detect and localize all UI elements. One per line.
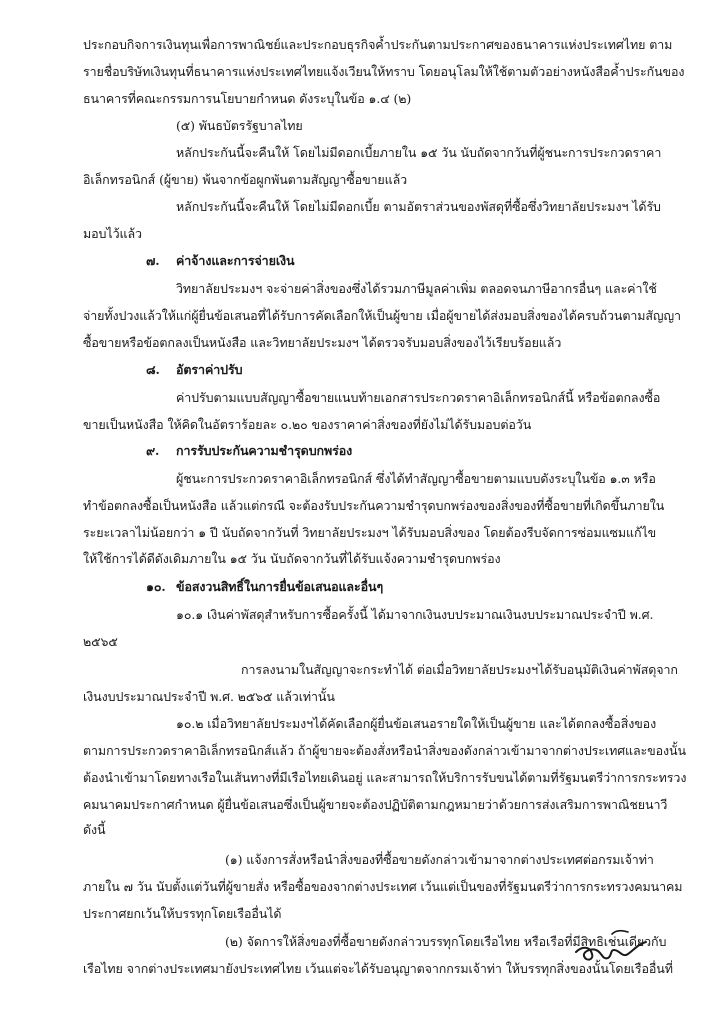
- text-line: การลงนามในสัญญาจะกระทำได้ ต่อเมื่อวิทยาลัยประมงฯได้รับอนุมัติเงินค่าพัสดุจาก: [241, 662, 678, 677]
- section-number: ๑๐.: [146, 579, 166, 594]
- text-line: ซื้อขายหรือข้อตกลงเป็นหนังสือ และวิทยาลัยประมงฯ ได้ตรวจรับมอบสิ่งของไว้เรียบร้อยแล้ว: [83, 335, 562, 350]
- section-heading: ข้อสงวนสิทธิ์ในการยื่นข้อเสนอและอื่นๆ: [176, 579, 384, 594]
- section-heading: อัตราค่าปรับ: [176, 362, 243, 377]
- text-line: ตามการประกวดราคาอิเล็กทรอนิกส์แล้ว ถ้าผู้ขายจะต้องสั่งหรือนำสิ่งของดังกล่าวเข้ามาจากต่างประเทศและของนั้น: [83, 743, 686, 758]
- text-line: เงินงบประมาณประจำปี พ.ศ. ๒๕๖๕ แล้วเท่านั้น: [83, 689, 335, 704]
- text-line: ระยะเวลาไม่น้อยกว่า ๑ ปี นับถัดจากวันที่ วิทยาลัยประมงฯ ได้รับมอบสิ่งของ โดยต้องรีบจัดการซ่อมแซมแก้ไข: [83, 525, 657, 540]
- text-line: ผู้ชนะการประกวดราคาอิเล็กทรอนิกส์ ซึ่งได้ทำสัญญาซื้อขายตามแบบดังระบุในข้อ ๑.๓ หรือ: [176, 471, 656, 486]
- text-line: ค่าปรับตามแบบสัญญาซื้อขายแนบท้ายเอกสารประกวดราคาอิเล็กทรอนิกส์นี้ หรือข้อตกลงซื้อ: [176, 390, 661, 405]
- text-line: (๕) พันธบัตรรัฐบาลไทย: [176, 118, 303, 133]
- text-line: ภายใน ๗ วัน นับตั้งแต่วันที่ผู้ขายสั่ง หรือซื้อของจากต่างประเทศ เว้นแต่เป็นของที่รัฐมนตรีว่าการกระทรวงคมนาคม: [83, 879, 683, 894]
- section-number: ๙.: [146, 443, 160, 458]
- text-line: หลักประกันนี้จะคืนให้ โดยไม่มีดอกเบี้ย ตามอัตราส่วนของพัสดุที่ซื้อซึ่งวิทยาลัยประมงฯ ได้รับ: [176, 199, 661, 214]
- text-line: จ่ายทั้งปวงแล้วให้แก่ผู้ยื่นข้อเสนอที่ได้รับการคัดเลือกให้เป็นผู้ขาย เมื่อผู้ขายได้ส่งมอบสิ่งของได้ครบถ้วนตามสัญญา: [83, 308, 681, 323]
- text-line: ต้องนำเข้ามาโดยทางเรือในเส้นทางที่มีเรือไทยเดินอยู่ และสามารถให้บริการรับขนได้ตามที่รัฐมนตรีว่าการกระทรวง: [83, 770, 687, 785]
- text-line: ทำข้อตกลงซื้อเป็นหนังสือ แล้วแต่กรณี จะต้องรับประกันความชำรุดบกพร่องของสิ่งของที่ซื้อขายที่เกิดขึ้นภายใน: [83, 498, 665, 513]
- text-line: ๑๐.๒ เมื่อวิทยาลัยประมงฯได้คัดเลือกผู้ยื่นข้อเสนอรายใดให้เป็นผู้ขาย และได้ตกลงซื้อสิ่งของ: [176, 716, 657, 731]
- text-line: (๒) จัดการให้สิ่งของที่ซื้อขายดังกล่าวบรรทุกโดยเรือไทย หรือเรือที่มีสิทธิเช่นเดียวกับ: [225, 934, 667, 949]
- section-number: ๘.: [146, 362, 160, 377]
- text-line: เรือไทย จากต่างประเทศมายังประเทศไทย เว้นแต่จะได้รับอนุญาตจากกรมเจ้าท่า ให้บรรทุกสิ่งของนั้นโดยเรืออื่นที่: [83, 961, 673, 976]
- text-line: คมนาคมประกาศกำหนด ผู้ยื่นข้อเสนอซึ่งเป็นผู้ขายจะต้องปฏิบัติตามกฎหมายว่าด้วยการส่งเสริมการพาณิชยนาวี: [83, 797, 668, 812]
- text-line: ขายเป็นหนังสือ ให้คิดในอัตราร้อยละ ๐.๒๐ ของราคาค่าสิ่งของที่ยังไม่ได้รับมอบต่อวัน: [83, 417, 532, 432]
- text-line: ประกาศยกเว้นให้บรรทุกโดยเรืออื่นได้: [83, 906, 282, 921]
- text-line: วิทยาลัยประมงฯ จะจ่ายค่าสิ่งของซึ่งได้รวมภาษีมูลค่าเพิ่ม ตลอดจนภาษีอากรอื่นๆ และค่าใช้: [176, 281, 657, 296]
- handwritten-initials: [572, 920, 652, 970]
- text-line: ธนาคารที่คณะกรรมการนโยบายกำหนด ดังระบุในข้อ ๑.๔ (๒): [83, 91, 412, 106]
- text-line: (๑) แจ้งการสั่งหรือนำสิ่งของที่ซื้อขายดังกล่าวเข้ามาจากต่างประเทศต่อกรมเจ้าท่า: [225, 852, 654, 867]
- text-line: ประกอบกิจการเงินทุนเพื่อการพาณิชย์และประกอบธุรกิจค้ำประกันตามประกาศของธนาคารแห่งประเทศไทย ตาม: [83, 37, 673, 52]
- section-heading: การรับประกันความชำรุดบกพร่อง: [176, 443, 353, 458]
- text-line: อิเล็กทรอนิกส์ (ผู้ขาย) พ้นจากข้อผูกพันตามสัญญาซื้อขายแล้ว: [83, 172, 408, 187]
- section-number: ๗.: [146, 253, 160, 268]
- section-heading: ค่าจ้างและการจ่ายเงิน: [176, 253, 295, 268]
- text-line: ๑๐.๑ เงินค่าพัสดุสำหรับการซื้อครั้งนี้ ได้มาจากเงินงบประมาณเงินงบประมาณประจำปี พ.ศ.: [176, 607, 654, 622]
- text-line: รายชื่อบริษัทเงินทุนที่ธนาคารแห่งประเทศไทยแจ้งเวียนให้ทราบ โดยอนุโลมให้ใช้ตามตัวอย่างหนังสือค้ำประกันของ: [83, 64, 685, 79]
- text-line: ให้ใช้การได้ดีดังเดิมภายใน ๑๕ วัน นับถัดจากวันที่ได้รับแจ้งความชำรุดบกพร่อง: [83, 551, 501, 566]
- text-line: หลักประกันนี้จะคืนให้ โดยไม่มีดอกเบี้ยภายใน ๑๕ วัน นับถัดจากวันที่ผู้ชนะการประกวดราคา: [176, 145, 662, 160]
- text-line: ๒๕๖๕: [83, 634, 118, 649]
- text-line: ดังนี้: [83, 822, 106, 837]
- text-line: มอบไว้แล้ว: [83, 226, 142, 241]
